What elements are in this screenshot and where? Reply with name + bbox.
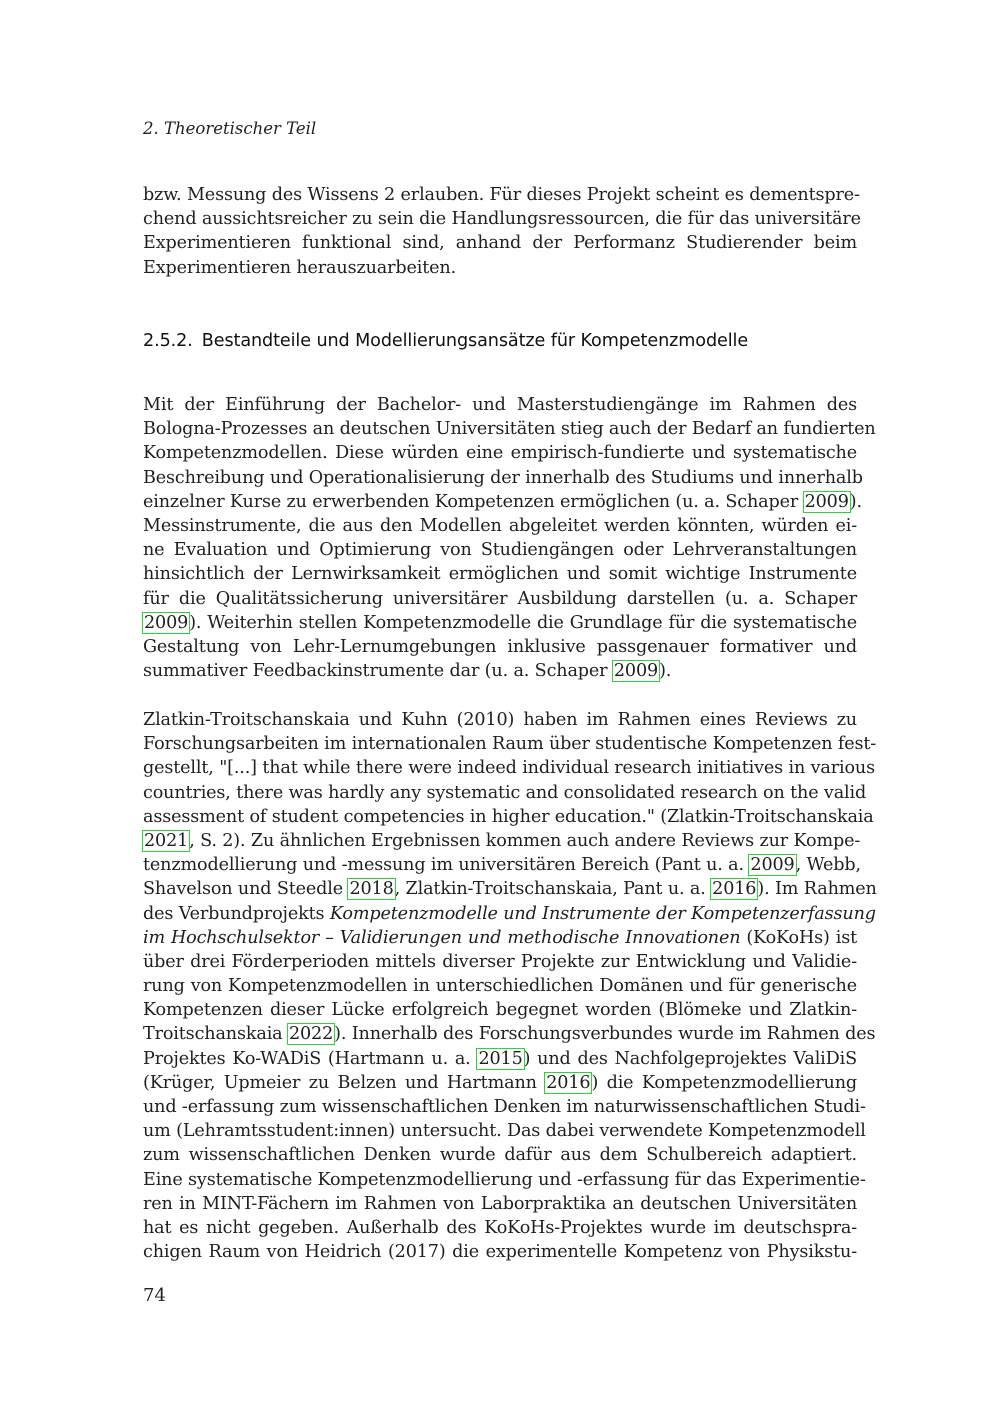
text-line xyxy=(143,490,862,514)
citation-link[interactable]: 2009 xyxy=(804,491,849,512)
text-line xyxy=(143,829,861,853)
text-segment: ). Im Rahmen xyxy=(757,879,877,900)
text-line: hat es nicht gegeben. Außerhalb des KoKoHs-Projektes wurde im deutschspra- xyxy=(143,1217,857,1238)
text-segment: Troitschanskaia xyxy=(143,1024,288,1045)
text-line: Bologna-Prozesses an deutschen Universitäten stieg auch der Bedarf an fundierten xyxy=(143,419,876,440)
text-line: gestellt, "[...] that while there were indeed individual research initiatives in various xyxy=(143,758,875,779)
text-segment: tenzmodellierung und -messung im universitären Bereich (Pant u. a. xyxy=(143,855,750,876)
text-segment: Shavelson und Steedle xyxy=(143,879,349,900)
citation-link[interactable]: 2016 xyxy=(712,879,757,900)
citation-link[interactable]: 2018 xyxy=(349,879,394,900)
text-line: chend aussichtsreicher zu sein die Handlungsressourcen, die für das universitäre xyxy=(143,209,861,230)
text-segment: Projektes Ko-WADiS (Hartmann u. a. xyxy=(143,1048,478,1069)
running-head: 2. Theoretischer Teil xyxy=(143,119,317,138)
text-segment: ). xyxy=(849,491,862,512)
text-line: assessment of student competencies in higher education." (Zlatkin-Troitschanskaia xyxy=(143,806,874,827)
text-segment: ) und des Nachfolgeprojektes ValiDiS xyxy=(523,1048,857,1069)
text-line: rung von Kompetenzmodellen in unterschiedlichen Domänen und für generische xyxy=(143,976,857,997)
project-title-italic: im Hochschulsektor – Validierungen und methodische Innovationen xyxy=(143,927,741,948)
text-segment: ). Innerhalb des Forschungsverbundes wurde im Rahmen des xyxy=(334,1024,876,1045)
text-line: Kompetenzen dieser Lücke erfolgreich begegnet worden (Blömeke und Zlatkin- xyxy=(143,1000,857,1021)
text-segment: , Webb, xyxy=(795,855,861,876)
text-line: Eine systematische Kompetenzmodellierung und -erfassung für das Experimentie- xyxy=(143,1169,866,1190)
paragraph-3 xyxy=(143,708,877,1264)
text-segment: des Verbundprojekts xyxy=(143,903,330,924)
text-segment: ) die Kompetenzmodellierung xyxy=(591,1072,857,1093)
text-line: und -erfassung zum wissenschaftlichen Denken im naturwissenschaftlichen Studi- xyxy=(143,1097,866,1117)
text-line xyxy=(143,853,861,877)
text-line xyxy=(143,659,857,683)
text-segment: ). xyxy=(659,661,672,682)
page-number: 74 xyxy=(143,1285,166,1306)
text-line: Mit der Einführung der Bachelor- und Masterstudiengänge im Rahmen des xyxy=(143,395,857,415)
text-line: Gestaltung von Lehr-Lernumgebungen inklusive passgenauer formativer und xyxy=(143,636,857,657)
paragraph-2 xyxy=(143,393,876,683)
text-segment: , S. 2). Zu ähnlichen Ergebnissen kommen auch andere Reviews zur Kompe- xyxy=(189,830,861,851)
text-segment: (KoKoHs) ist xyxy=(740,927,857,948)
citation-link[interactable]: 2015 xyxy=(478,1048,523,1069)
text-segment: ). Weiterhin stellen Kompetenzmodelle die Grundlage für die systematische xyxy=(189,612,857,633)
citation-link[interactable]: 2016 xyxy=(546,1072,591,1093)
text-line: chigen Raum von Heidrich (2017) die experimentelle Kompetenz von Physikstu- xyxy=(143,1242,857,1263)
text-segment: summativer Feedbackinstrumente dar (u. a. Schaper xyxy=(143,661,613,682)
text-line: Zlatkin-Troitschanskaia und Kuhn (2010) haben im Rahmen eines Reviews zu xyxy=(143,710,857,730)
text-line xyxy=(143,1047,857,1071)
text-line xyxy=(143,1071,857,1095)
text-line xyxy=(143,926,857,950)
text-line: Experimentieren herauszuarbeiten. xyxy=(143,257,457,278)
text-line: Beschreibung und Operationalisierung der innerhalb des Studiums und innerhalb xyxy=(143,467,863,488)
section-number: 2.5.2. xyxy=(143,331,193,351)
text-segment: einzelner Kurse zu erwerbenden Kompetenzen ermöglichen (u. a. Schaper xyxy=(143,491,804,512)
text-line xyxy=(143,902,876,926)
text-segment: (Krüger, Upmeier zu Belzen und Hartmann xyxy=(143,1072,546,1093)
project-title-italic: Kompetenzmodelle und Instrumente der Kompetenzerfassung xyxy=(329,903,876,924)
citation-link[interactable]: 2009 xyxy=(144,612,189,633)
text-line: Messinstrumente, die aus den Modellen abgeleitet werden könnten, würden ei- xyxy=(143,515,857,536)
section-heading xyxy=(143,331,748,351)
text-line: um (Lehramtsstudent:innen) untersucht. Das dabei verwendete Kompetenzmodell xyxy=(143,1121,866,1142)
text-line xyxy=(143,1022,876,1046)
text-line: hinsichtlich der Lernwirksamkeit ermöglichen und somit wichtige Instrumente xyxy=(143,564,857,585)
text-line: Forschungsarbeiten im internationalen Raum über studentische Kompetenzen fest- xyxy=(143,734,877,755)
citation-link[interactable]: 2009 xyxy=(613,661,659,682)
citation-link[interactable]: 2021 xyxy=(144,830,189,851)
text-line: zum wissenschaftlichen Denken wurde dafür aus dem Schulbereich adaptiert. xyxy=(143,1145,857,1166)
text-line xyxy=(143,877,877,901)
text-line xyxy=(143,611,857,635)
text-line: Kompetenzmodellen. Diese würden eine empirisch-fundierte und systematische xyxy=(143,443,857,464)
text-line: ren in MINT-Fächern im Rahmen von Laborpraktika an deutschen Universitäten xyxy=(143,1193,857,1214)
text-line: bzw. Messung des Wissens 2 erlauben. Für dieses Projekt scheint es dementspre- xyxy=(143,185,860,205)
text-line: ne Evaluation und Optimierung von Studiengängen oder Lehrveranstaltungen xyxy=(143,540,857,561)
section-title: Bestandteile und Modellierungsansätze für Kompetenzmodelle xyxy=(201,331,749,351)
text-line: für die Qualitätssicherung universitärer Ausbildung darstellen (u. a. Schaper xyxy=(143,588,857,609)
text-segment: , Zlatkin-Troitschanskaia, Pant u. a. xyxy=(394,879,712,900)
paragraph-1 xyxy=(143,183,861,280)
citation-link[interactable]: 2009 xyxy=(750,855,795,876)
text-line: Experimentieren funktional sind, anhand der Performanz Studierender beim xyxy=(143,233,857,254)
text-line: countries, there was hardly any systematic and consolidated research on the valid xyxy=(143,782,867,803)
text-line: über drei Förderperioden mittels diverser Projekte zur Entwicklung und Validie- xyxy=(143,951,857,972)
citation-link[interactable]: 2022 xyxy=(288,1024,334,1045)
